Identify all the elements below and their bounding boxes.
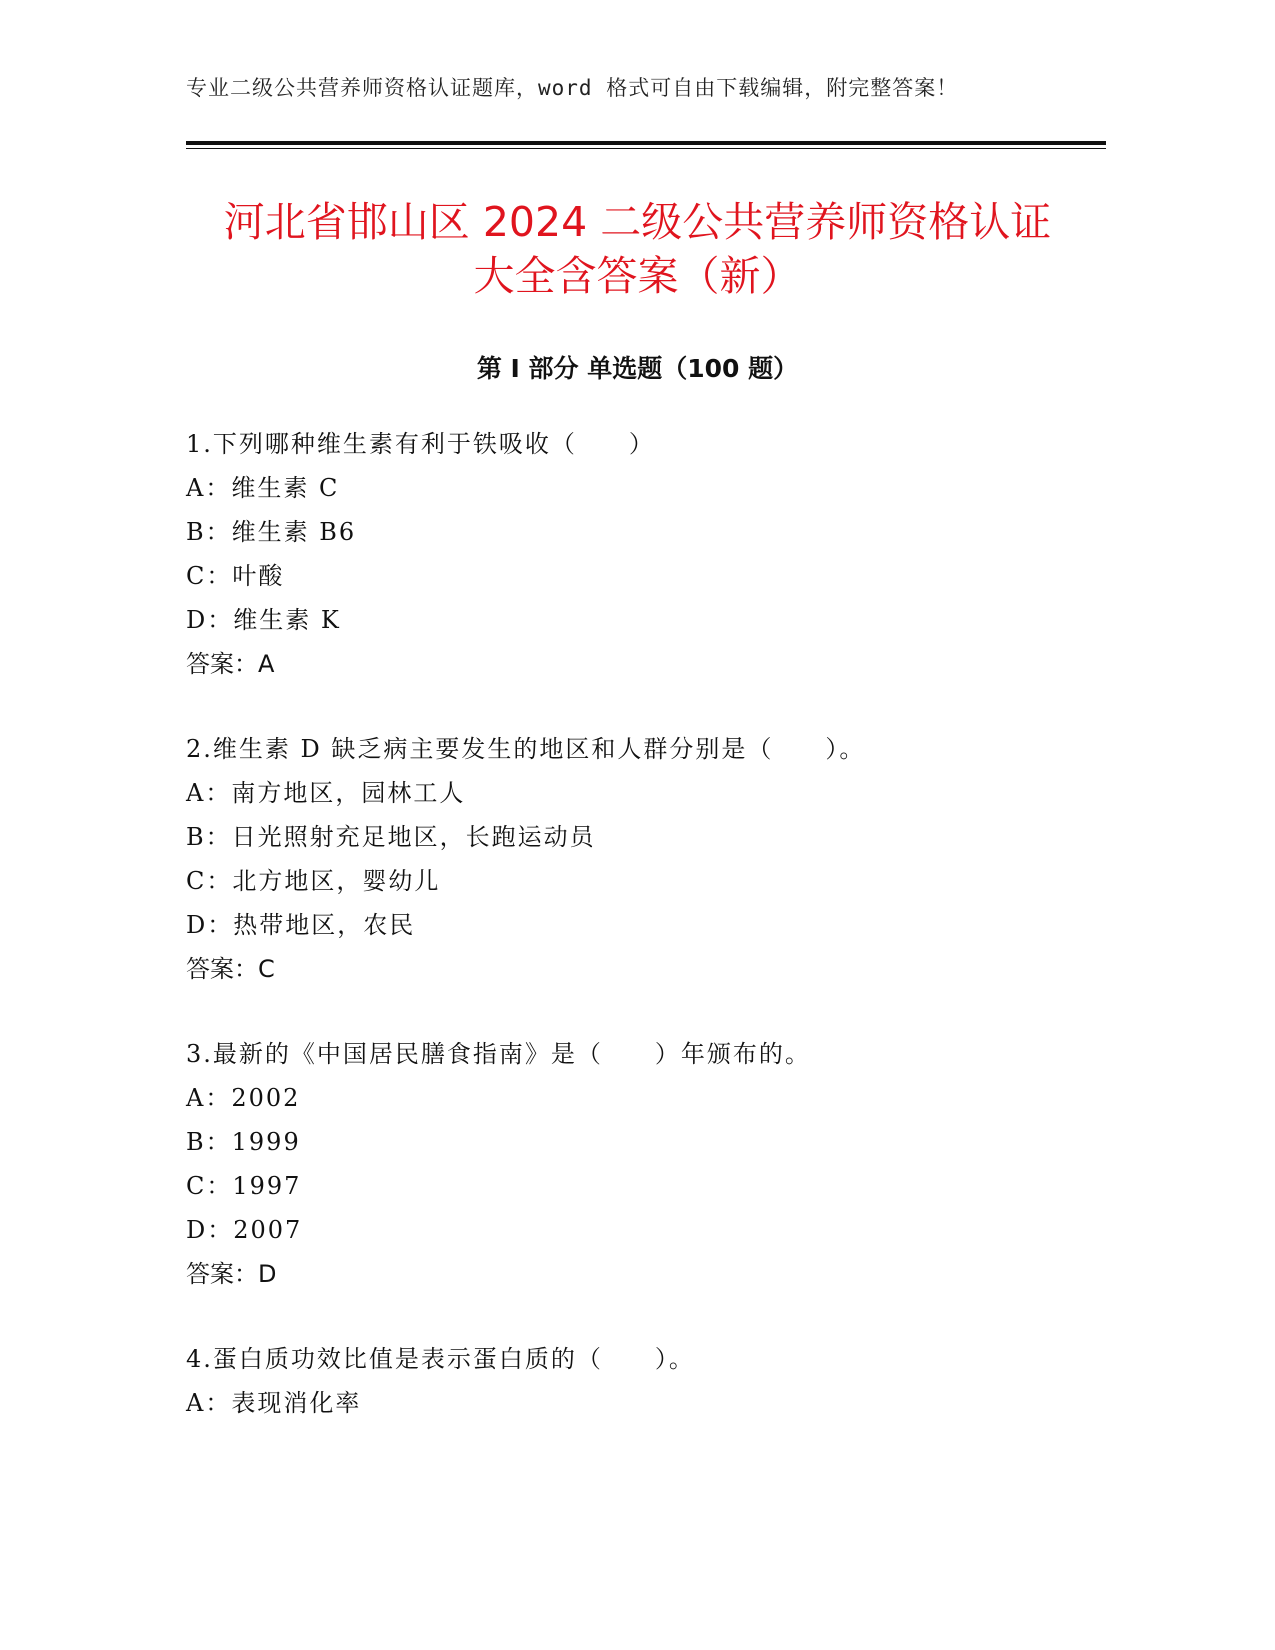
question-stem: 2.维生素 D 缺乏病主要发生的地区和人群分别是（ ）。 <box>186 735 866 763</box>
option-a: A：维生素 C <box>186 474 340 502</box>
section-heading: 第 I 部分 单选题（100 题） <box>476 354 799 383</box>
option-b: B：日光照射充足地区，长跑运动员 <box>186 823 596 851</box>
page-header-note: 专业二级公共营养师资格认证题库，word 格式可自由下载编辑，附完整答案！ <box>186 76 959 100</box>
question-4 <box>186 1337 1086 1425</box>
answer-line: 答案：A <box>186 650 275 678</box>
option-b: B：维生素 B6 <box>186 518 357 546</box>
answer-line: 答案：C <box>186 955 275 983</box>
document-title-line-1: 河北省邯山区 2024 二级公共营养师资格认证 <box>223 198 1052 246</box>
option-d: D：2007 <box>186 1216 303 1244</box>
option-c: C：1997 <box>186 1172 302 1200</box>
question-1 <box>186 422 1086 686</box>
question-stem: 3.最新的《中国居民膳食指南》是（ ）年颁布的。 <box>186 1040 811 1068</box>
question-stem: 1.下列哪种维生素有利于铁吸收（ ） <box>186 430 655 458</box>
option-a: A：南方地区，园林工人 <box>186 779 466 807</box>
answer-line: 答案：D <box>186 1260 277 1288</box>
option-d: D：热带地区，农民 <box>186 911 416 939</box>
option-a: A：表现消化率 <box>186 1389 362 1417</box>
option-a: A：2002 <box>186 1084 301 1112</box>
document-title-line-2: 大全含答案（新） <box>473 252 802 300</box>
option-c: C：叶酸 <box>186 562 285 590</box>
question-2 <box>186 727 1086 991</box>
question-stem: 4.蛋白质功效比值是表示蛋白质的（ ）。 <box>186 1345 695 1373</box>
question-3 <box>186 1032 1086 1296</box>
header-divider-thick <box>186 141 1106 145</box>
option-c: C：北方地区，婴幼儿 <box>186 867 441 895</box>
option-d: D：维生素 K <box>186 606 341 634</box>
header-divider-thin <box>186 148 1106 149</box>
document-title <box>140 195 1135 303</box>
option-b: B：1999 <box>186 1128 301 1156</box>
